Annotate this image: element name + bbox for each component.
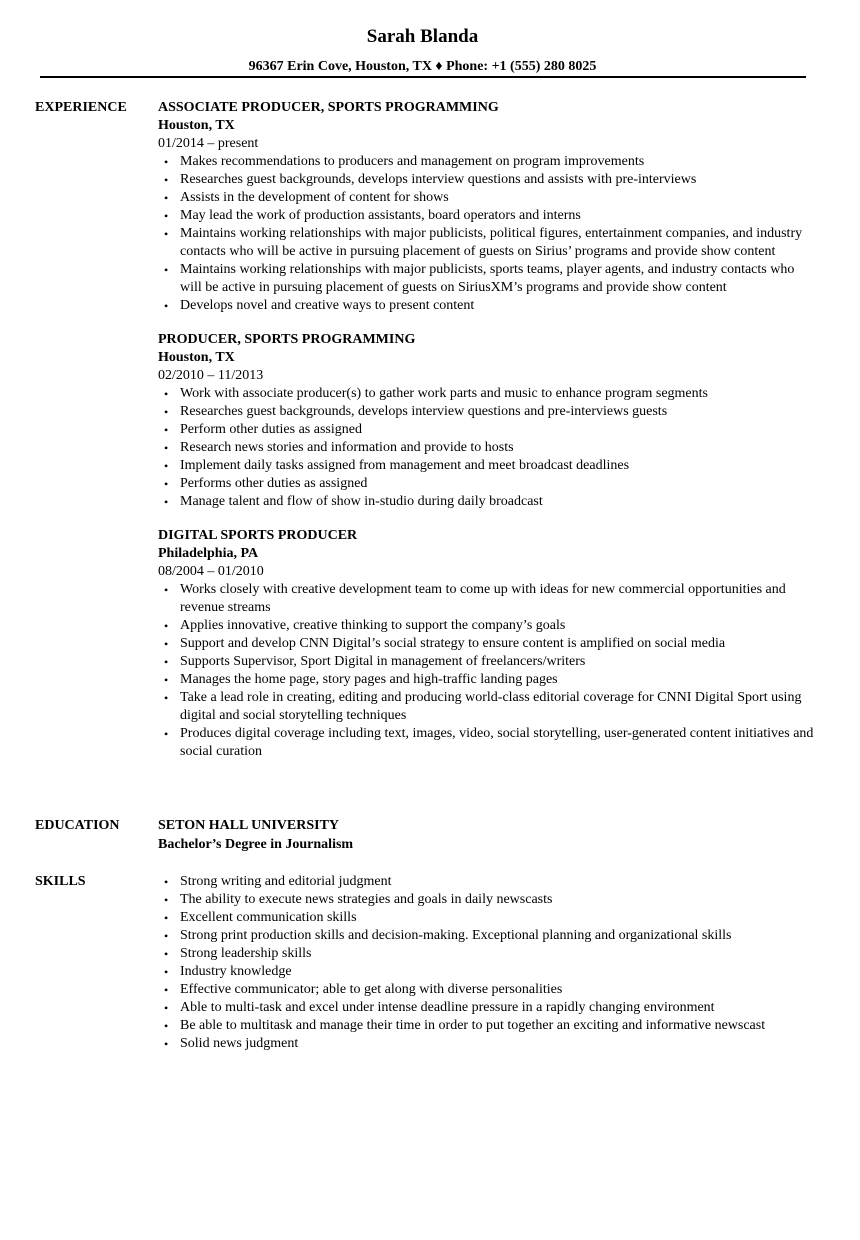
job-title: PRODUCER, SPORTS PROGRAMMING <box>158 332 416 347</box>
list-item: • Perform other duties as assigned <box>158 421 818 439</box>
job-entry <box>158 99 818 315</box>
contact-line: 96367 Erin Cove, Houston, TX ♦ Phone: +1 (555) 280 8025 <box>248 59 597 74</box>
job-dates: 01/2014 – present <box>158 136 259 151</box>
section-label-experience: EXPERIENCE <box>35 100 127 115</box>
experience-body <box>158 99 818 777</box>
list-item: • Be able to multitask and manage their time in order to put together an exciting and informative newscast <box>158 1017 818 1035</box>
list-item: • Makes recommendations to producers and management on program improvements <box>158 153 818 171</box>
list-item: • Applies innovative, creative thinking to support the company’s goals <box>158 617 818 635</box>
job-location: Philadelphia, PA <box>158 546 259 561</box>
list-item: • Work with associate producer(s) to gather work parts and music to enhance program segments <box>158 385 818 403</box>
job-dates: 02/2010 – 11/2013 <box>158 368 264 383</box>
list-item: • Take a lead role in creating, editing and producing world-class editorial coverage for CNNI Digital Sport using digital and social storytelling techniques <box>158 689 818 725</box>
job-location: Houston, TX <box>158 118 235 133</box>
section-label-education: EDUCATION <box>35 818 120 833</box>
list-item: • Manages the home page, story pages and high-traffic landing pages <box>158 671 818 689</box>
skills-body <box>158 873 818 1053</box>
list-item: • Maintains working relationships with major publicists, sports teams, player agents, and industry contacts who will be active in pursuing placement of guests on SiriusXM’s programs and provide show content <box>158 261 818 297</box>
list-item: • Works closely with creative development team to come up with ideas for new commercial opportunities and revenue streams <box>158 581 818 617</box>
job-bullets <box>158 581 818 761</box>
list-item: • Support and develop CNN Digital’s social strategy to ensure content is amplified on social media <box>158 635 818 653</box>
list-item: • Manage talent and flow of show in-studio during daily broadcast <box>158 493 818 511</box>
job-bullets <box>158 385 818 511</box>
list-item: • Strong leadership skills <box>158 945 818 963</box>
list-item: • Maintains working relationships with major publicists, political figures, entertainment companies, and industry contacts who will be active in pursuing placement of guests on Sirius’ programs and provide show content <box>158 225 818 261</box>
list-item: • Solid news judgment <box>158 1035 818 1053</box>
list-item: • Implement daily tasks assigned from management and meet broadcast deadlines <box>158 457 818 475</box>
school-name: SETON HALL UNIVERSITY <box>158 818 340 833</box>
list-item: • May lead the work of production assistants, board operators and interns <box>158 207 818 225</box>
degree: Bachelor’s Degree in Journalism <box>158 837 354 852</box>
job-location: Houston, TX <box>158 350 235 365</box>
education-body <box>158 817 818 855</box>
list-item: • Industry knowledge <box>158 963 818 981</box>
list-item: • Excellent communication skills <box>158 909 818 927</box>
job-title: DIGITAL SPORTS PRODUCER <box>158 528 358 543</box>
section-label-skills: SKILLS <box>35 874 86 889</box>
list-item: • Strong print production skills and decision-making. Exceptional planning and organizational skills <box>158 927 818 945</box>
job-entry <box>158 331 818 511</box>
list-item: • Develops novel and creative ways to present content <box>158 297 818 315</box>
list-item: • Strong writing and editorial judgment <box>158 873 818 891</box>
list-item: • Supports Supervisor, Sport Digital in management of freelancers/writers <box>158 653 818 671</box>
list-item: • Effective communicator; able to get along with diverse personalities <box>158 981 818 999</box>
candidate-name: Sarah Blanda <box>366 26 479 47</box>
list-item: • Performs other duties as assigned <box>158 475 818 493</box>
skills-list <box>158 873 818 1053</box>
list-item: • Assists in the development of content for shows <box>158 189 818 207</box>
job-bullets <box>158 153 818 315</box>
header-divider <box>40 76 806 78</box>
list-item: • The ability to execute news strategies and goals in daily newscasts <box>158 891 818 909</box>
list-item: • Researches guest backgrounds, develops interview questions and pre-interviews guests <box>158 403 818 421</box>
job-dates: 08/2004 – 01/2010 <box>158 564 264 579</box>
list-item: • Research news stories and information and provide to hosts <box>158 439 818 457</box>
list-item: • Able to multi-task and excel under intense deadline pressure in a rapidly changing environment <box>158 999 818 1017</box>
job-entry <box>158 527 818 761</box>
job-title: ASSOCIATE PRODUCER, SPORTS PROGRAMMING <box>158 100 499 115</box>
list-item: • Researches guest backgrounds, develops interview questions and assists with pre-interviews <box>158 171 818 189</box>
list-item: • Produces digital coverage including text, images, video, social storytelling, user-generated content initiatives and social curation <box>158 725 818 761</box>
